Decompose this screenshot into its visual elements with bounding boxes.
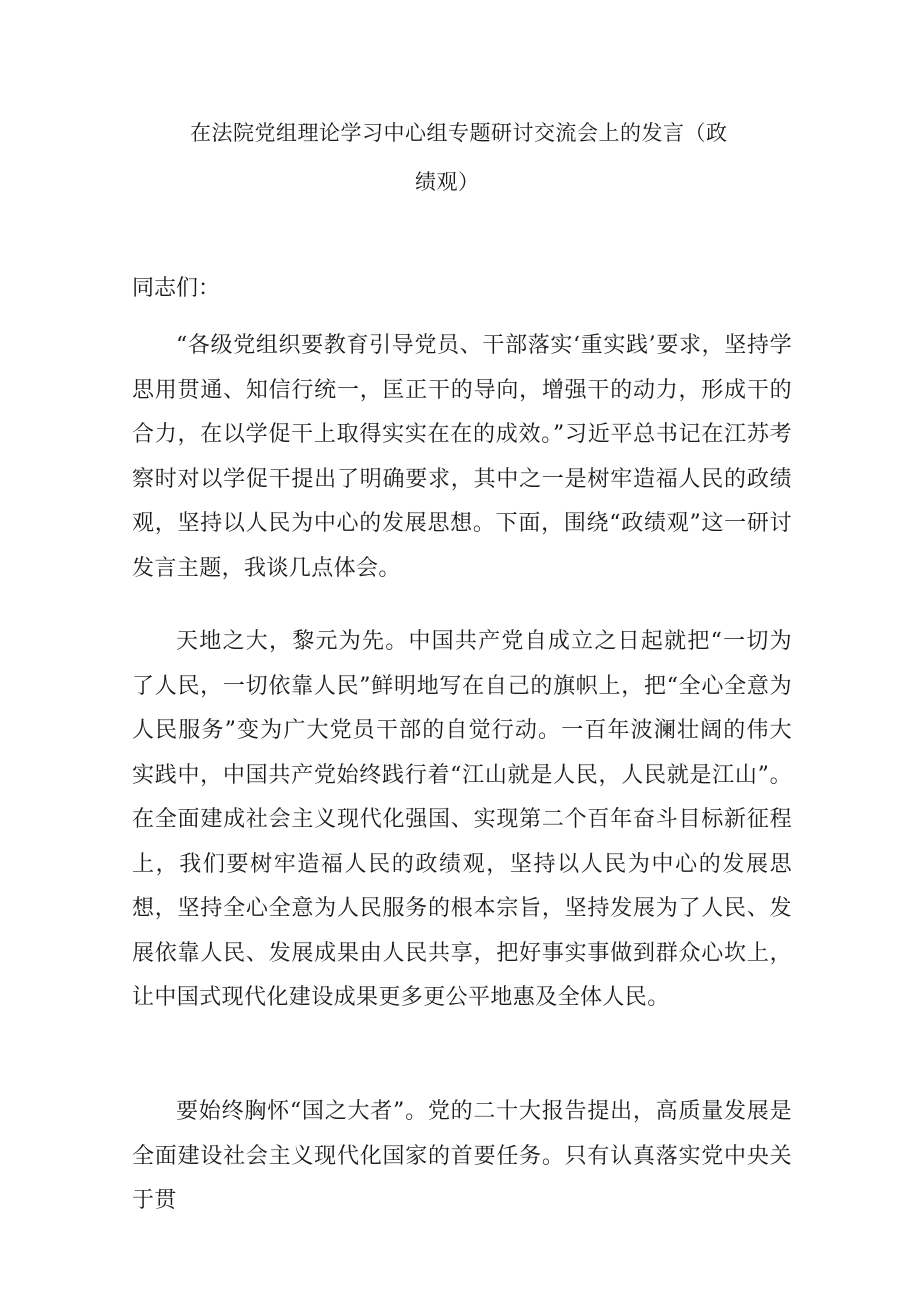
paragraph-3: 要始终胸怀“国之大者”。党的二十大报告提出，高质量发展是全面建设社会主义现代化国家的首要任务。只有认真落实党中央关于贯 [132, 1099, 792, 1213]
greeting: 同志们： [132, 276, 221, 301]
document-title-line-1: 在法院党组理论学习中心组专题研讨交流会上的发言（政 [190, 121, 728, 145]
document-title-line-2: 绩观） [415, 170, 480, 194]
paragraph-1: “各级党组织要教育引导党员、干部落实‘重实践’要求，坚持学思用贯通、知信行统一，匡正干的导向，增强干的动力，形成干的合力，在以学促干上取得实实在在的成效。”习近平总书记在江苏考察时对以学促干提出了明确要求，其中之一是树牢造福人民的政绩观，坚持以人民为中心的发展思想。下面，围绕“政绩观”这一研讨发言主题，我谈几点体会。 [132, 333, 792, 581]
paragraph-2: 天地之大，黎元为先。中国共产党自成立之日起就把“一切为了人民，一切依靠人民”鲜明地写在自己的旗帜上，把“全心全意为人民服务”变为广大党员干部的自觉行动。一百年波澜壮阔的伟大实践中，中国共产党始终践行着“江山就是人民，人民就是江山”。在全面建成社会主义现代化强国、实现第二个百年奋斗目标新征程上，我们要树牢造福人民的政绩观，坚持以人民为中心的发展思想，坚持全心全意为人民服务的根本宗旨，坚持发展为了人民、发展依靠人民、发展成果由人民共享，把好事实事做到群众心坎上，让中国式现代化建设成果更多更公平地惠及全体人民。 [132, 629, 792, 1010]
